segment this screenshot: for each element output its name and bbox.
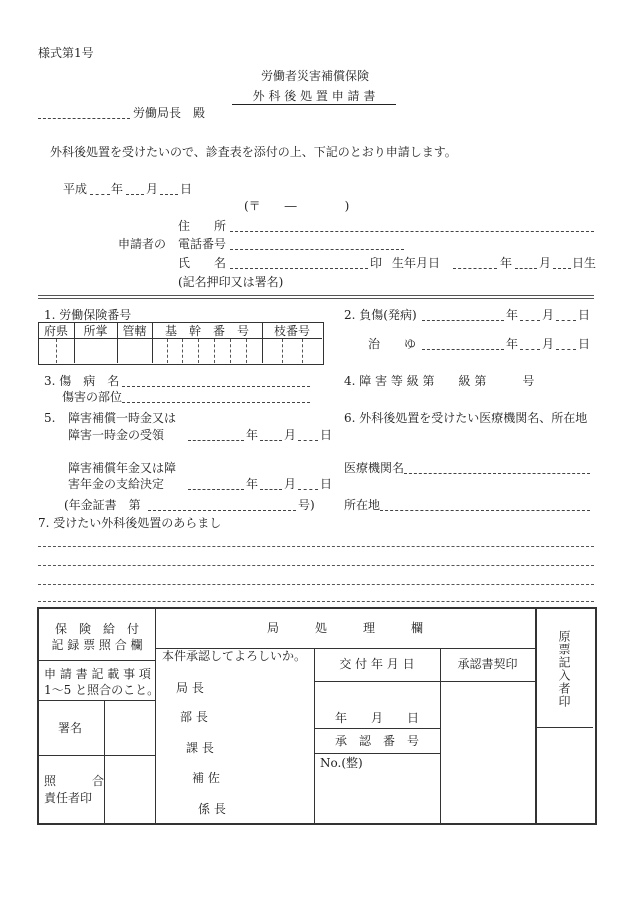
- table-line: [39, 700, 155, 701]
- lump-sum-label-1: 障害補償一時金又は: [68, 411, 177, 425]
- benefit-record-2: 記 録 票 照 合 欄: [51, 638, 143, 652]
- healed-year-field[interactable]: [422, 349, 504, 350]
- pension-year-label: 年: [246, 477, 259, 491]
- assistant-label: 補 佐: [192, 771, 220, 785]
- applicant-prefix: 申請者の: [118, 237, 167, 251]
- lump-sum-year-label: 年: [246, 428, 259, 442]
- pension-month-label: 月: [284, 477, 297, 491]
- digit-cell-divider[interactable]: [198, 339, 199, 363]
- birth-label: 生年月日: [392, 256, 441, 270]
- approval-number-field[interactable]: No.(整): [320, 756, 363, 770]
- institution-field[interactable]: [404, 473, 590, 474]
- approval-number-label: 承 認 番 号: [334, 734, 419, 748]
- digit-cell-divider[interactable]: [214, 339, 215, 363]
- col-prefecture: 府県: [43, 324, 68, 338]
- lump-sum-year-field[interactable]: [188, 440, 244, 441]
- healed-day-label: 日: [578, 337, 591, 351]
- location-label: 所在地: [344, 498, 381, 512]
- original-stamp-label: 原票記入者印: [557, 630, 571, 708]
- insurance-category: 労働者災害補償保険: [260, 69, 369, 83]
- treatment-line[interactable]: [38, 546, 594, 547]
- table-line: [440, 648, 441, 823]
- signature-note: (記名押印又は署名): [178, 275, 284, 289]
- date-day-label: 日: [180, 182, 193, 196]
- treatment-summary-label: 7. 受けたい外科後処置のあらまし: [38, 516, 222, 530]
- table-line: [314, 753, 440, 754]
- subsection-chief-label: 係 長: [198, 802, 226, 816]
- injury-day-field[interactable]: [556, 320, 576, 321]
- seal-mark: 印: [370, 256, 383, 270]
- benefit-record-1: 保 険 給 付: [54, 622, 139, 636]
- table-line: [536, 727, 593, 728]
- pension-label-1: 障害補償年金又は障: [68, 461, 177, 475]
- processing-heading: 局 処 理 欄: [266, 621, 423, 635]
- institution-heading: 6. 外科後処置を受けたい医療機関名、所在地: [344, 411, 588, 425]
- healed-year-label: 年: [506, 337, 519, 351]
- disease-name-field[interactable]: [122, 386, 310, 387]
- pension-day-label: 日: [320, 477, 333, 491]
- lump-sum-month-field[interactable]: [260, 440, 282, 441]
- grid-divider: [38, 338, 322, 339]
- birth-year-label: 年: [500, 256, 513, 270]
- check-note-1: 申 請 書 記 載 事 項: [44, 667, 151, 681]
- healed-label: 治 ゆ: [368, 337, 417, 351]
- checker-label-1: 照 合: [44, 774, 105, 788]
- pension-day-field[interactable]: [298, 489, 318, 490]
- treatment-line[interactable]: [38, 601, 594, 602]
- injury-year-label: 年: [506, 308, 519, 322]
- birth-month-label: 月: [539, 256, 552, 270]
- bureau-name-field[interactable]: [38, 118, 130, 119]
- item5-number: 5.: [44, 411, 56, 425]
- injury-day-label: 日: [578, 308, 591, 322]
- col-district: 管轄: [122, 324, 147, 338]
- injury-month-field[interactable]: [520, 320, 540, 321]
- digit-cell-divider[interactable]: [56, 339, 57, 363]
- digit-cell-divider[interactable]: [282, 339, 283, 363]
- injury-site-label: 傷害の部位: [62, 390, 123, 404]
- table-line: [155, 609, 156, 823]
- lump-sum-month-label: 月: [284, 428, 297, 442]
- institution-label: 医療機関名: [344, 461, 405, 475]
- birth-day-field[interactable]: [553, 268, 571, 269]
- form-number: 様式第1号: [38, 46, 94, 60]
- separator-line: [38, 298, 594, 299]
- date-year-field[interactable]: [90, 194, 110, 195]
- separator-line: [38, 295, 594, 296]
- injury-site-field[interactable]: [122, 402, 310, 403]
- address-label: 住 所: [178, 219, 227, 233]
- healed-day-field[interactable]: [556, 349, 576, 350]
- date-month-field[interactable]: [126, 194, 144, 195]
- pension-cert-label: (年金証書 第: [64, 498, 141, 512]
- table-line: [39, 660, 155, 661]
- pension-year-field[interactable]: [188, 489, 244, 490]
- lump-sum-day-label: 日: [320, 428, 333, 442]
- birth-day-label: 日生: [572, 256, 597, 270]
- checker-label-2: 責任者印: [44, 791, 93, 805]
- signature-label: 署名: [58, 721, 83, 735]
- treatment-line[interactable]: [38, 565, 594, 566]
- dept-chief-label: 部 長: [180, 710, 208, 724]
- name-field[interactable]: [230, 268, 368, 269]
- col-branch-number: 枝番号: [273, 324, 310, 338]
- date-day-field[interactable]: [160, 194, 178, 195]
- injury-month-label: 月: [542, 308, 555, 322]
- lump-sum-label-2: 障害一時金の受領: [68, 428, 165, 442]
- lump-sum-day-field[interactable]: [298, 440, 318, 441]
- pension-cert-field[interactable]: [148, 510, 296, 511]
- digit-cell-divider[interactable]: [230, 339, 231, 363]
- location-field[interactable]: [380, 510, 590, 511]
- insurance-number-label: 1. 労働保険番号: [44, 308, 132, 322]
- injury-year-field[interactable]: [422, 320, 504, 321]
- date-month-label: 月: [146, 182, 159, 196]
- approval-question: 本件承認してよろしいか。: [162, 649, 307, 663]
- pension-cert-suffix: 号): [298, 498, 315, 512]
- digit-cell-divider[interactable]: [246, 339, 247, 363]
- name-label: 氏 名: [178, 256, 227, 270]
- table-line: [104, 700, 105, 823]
- treatment-line[interactable]: [38, 584, 594, 585]
- disability-grade: 4. 障 害 等 級 第 級 第 号: [344, 374, 535, 388]
- table-line: [39, 755, 155, 756]
- digit-cell-divider[interactable]: [302, 339, 303, 363]
- col-base-number: 基 幹 番 号: [164, 324, 249, 338]
- postal-code[interactable]: (〒 ― ): [244, 199, 350, 213]
- issue-date-label: 交 付 年 月 日: [339, 657, 415, 671]
- bureau-chief-label: 局 長: [176, 681, 204, 695]
- addressee: 労働局長 殿: [133, 106, 206, 120]
- page-title: 外 科 後 処 置 申 請 書: [232, 90, 396, 105]
- phone-label: 電話番号: [178, 237, 227, 251]
- date-year-label: 年: [111, 182, 124, 196]
- disease-name-label: 3. 傷 病 名: [44, 374, 120, 388]
- check-note-2: 1～5 と照合のこと。: [44, 683, 160, 697]
- pension-label-2: 害年金の支給決定: [68, 477, 165, 491]
- birth-month-field[interactable]: [515, 268, 537, 269]
- healed-month-label: 月: [542, 337, 555, 351]
- col-jurisdiction: 所掌: [83, 324, 108, 338]
- healed-month-field[interactable]: [520, 349, 540, 350]
- table-line: [535, 609, 537, 823]
- section-chief-label: 課 長: [186, 741, 214, 755]
- injury-label: 2. 負傷(発病): [344, 308, 417, 322]
- address-field[interactable]: [230, 231, 594, 232]
- issue-date-field[interactable]: 年 月 日: [334, 711, 419, 725]
- table-line: [314, 728, 440, 729]
- pension-month-field[interactable]: [260, 489, 282, 490]
- digit-cell-divider[interactable]: [182, 339, 183, 363]
- intro-text: 外科後処置を受けたいので、診査表を添付の上、下記のとおり申請します。: [50, 145, 457, 159]
- digit-cell-divider[interactable]: [167, 339, 168, 363]
- phone-field[interactable]: [230, 249, 404, 250]
- birth-year-field[interactable]: [453, 268, 497, 269]
- table-line: [314, 681, 535, 682]
- approval-seal-label: 承認書契印: [457, 657, 518, 671]
- date-era: 平成: [63, 182, 88, 196]
